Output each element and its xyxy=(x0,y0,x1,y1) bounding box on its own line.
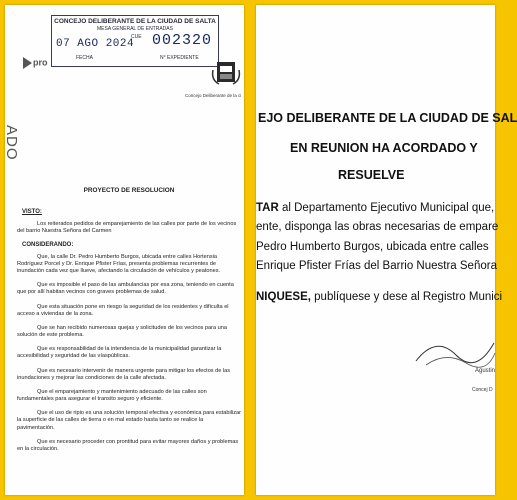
meeting-heading: EN REUNION HA ACORDADO Y xyxy=(290,141,478,155)
stamp-number: 002320 xyxy=(152,32,213,49)
entry-stamp xyxy=(51,15,219,67)
article-line-1-bold: TAR xyxy=(256,202,279,214)
visto-heading: VISTO: xyxy=(22,209,42,216)
resolution-document xyxy=(17,187,241,460)
seal-caption: Concejo Deliberante de la ci xyxy=(185,93,242,98)
stamp-date: 07 AGO 2024 xyxy=(56,38,135,50)
left-document-page xyxy=(5,5,244,495)
considerando-paragraph: Que, la calle Dr. Pedro Humberto Burgos, ubicada entre calles Hortensia Rodríguez Porcel y Dr. Enrique Pfister Frías, presenta problemas recurrentes de inundación cada vez que llueve, afectando la circulación de vehículos y peatones. xyxy=(17,253,221,275)
considerando-paragraph: Que el uso de ripio es una solución temporal efectiva y económica para estabilizar la superficie de las calles de tierra o en mal estado hasta tanto se realice la pavimentación. xyxy=(17,410,241,431)
council-heading: EJO DELIBERANTE DE LA CIUDAD DE SAL xyxy=(258,111,517,125)
considerando-paragraph: Que esta situación pone en riesgo la seguridad de los residentes y dificulta el acceso a viviendas de la zona. xyxy=(17,303,229,317)
council-seal-icon xyxy=(211,60,241,88)
stamp-cue-label: CUE xyxy=(131,34,142,40)
considerando-paragraph: Que el emparejamiento y mantenimiento adecuado de las calles son fundamentales para asegurar el transito seguro y eficiente. xyxy=(17,388,207,403)
pro-logo xyxy=(23,57,48,69)
considerando-paragraph: Que es necesario proceder con prontitud para evitar mayores daños y problemas en la circulación. xyxy=(17,438,239,452)
article-line-1 xyxy=(256,202,494,214)
resuelve-heading: RESUELVE xyxy=(338,168,405,182)
stamp-line2: MESA GENERAL DE ENTRADAS xyxy=(97,26,173,32)
considerando-heading: CONSIDERANDO: xyxy=(22,242,74,249)
article-line-1-rest: al Departamento Ejecutivo Municipal que, xyxy=(278,202,495,214)
stamp-expediente-label: N° EXPEDIENTE xyxy=(160,55,199,61)
article-line-2: ente, disponga las obras necesarias de empare xyxy=(256,221,499,233)
play-icon xyxy=(23,57,32,69)
considerando-paragraph: Que es imposible el paso de las ambulancias por esa zona, teniendo en cuenta que por allí habitan vecinos con graves problemas de salud. xyxy=(17,282,234,296)
signature-role: Concej D xyxy=(472,387,493,393)
signature-name: Agustin xyxy=(475,368,496,374)
document-title: PROYECTO DE RESOLUCION xyxy=(83,187,175,194)
visto-paragraph: Los reiterados pedidos de emparejamiento de las calles por parte de los vecinos del barrio Nuestra Señora del Carmen xyxy=(17,220,237,235)
margin-text: ADO xyxy=(3,125,20,161)
right-document-page xyxy=(256,5,517,495)
considerando-paragraph: Que es responsabilidad de la intendencia de la municipalidad garantizar la accesibilidad y seguridad de las víaspúblicas. xyxy=(17,346,222,360)
stamp-fecha-label: FECHA xyxy=(76,55,93,61)
article-line-4: Enrique Pfister Frías del Barrio Nuestra Señora xyxy=(256,260,497,272)
stamp-line1: CONCEJO DELIBERANTE DE LA CIUDAD DE SALTA xyxy=(54,18,216,25)
article-line-3: Pedro Humberto Burgos, ubicada entre calles xyxy=(256,241,489,253)
article-line-5 xyxy=(256,291,502,303)
handwritten-signature xyxy=(406,323,495,373)
article-line-5-rest: publíquese y dese al Registro Munici xyxy=(310,291,503,303)
pro-logo-text: pro xyxy=(33,57,48,68)
considerando-paragraph: Que es necesario intervenir de manera urgente para mitigar los efectos de las inundaciones y mejorar las condiciones de la calle afectada. xyxy=(17,367,231,381)
article-line-5-bold: NIQUESE, xyxy=(256,291,311,303)
considerando-paragraph: Que se han recibido numerosas quejas y solicitudes de los vecinos para una solución de este problema. xyxy=(17,324,227,339)
